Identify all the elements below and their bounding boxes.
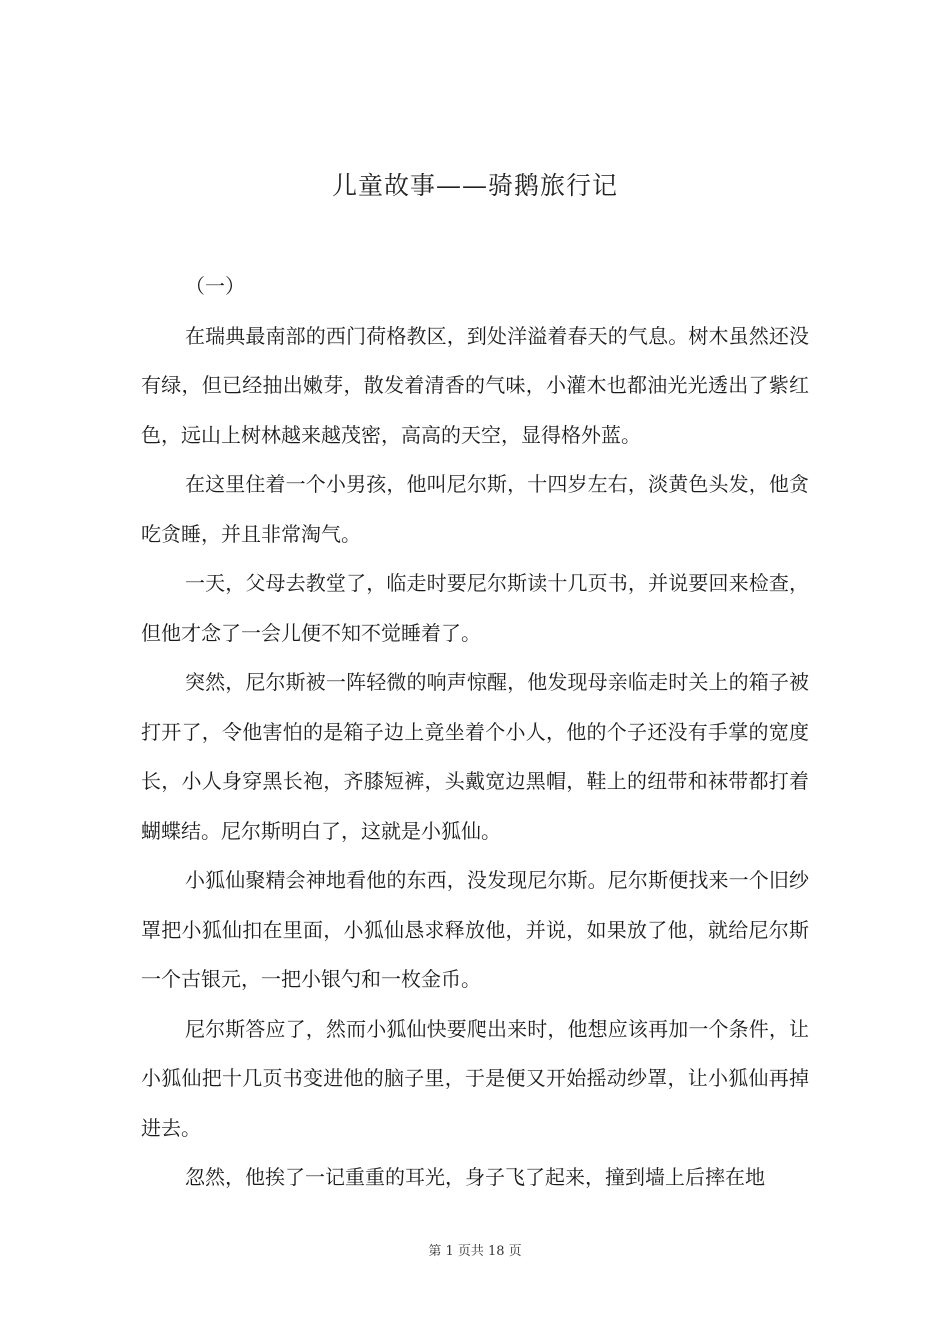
page-number-footer: 第 1 页共 18 页 bbox=[428, 1244, 522, 1259]
paragraph-1: 在瑞典最南部的西门荷格教区，到处洋溢着春天的气息。树木虽然还没有绿，但已经抽出嫩芽，散发着清香的气味，小灌木也都油光光透出了紫红色，远山上树林越来越茂密，高高的天空，显得格外蓝。 bbox=[141, 323, 809, 447]
document-body bbox=[141, 262, 809, 1203]
section-heading: （一） bbox=[185, 274, 245, 298]
paragraph-6: 尼尔斯答应了，然而小狐仙快要爬出来时，他想应该再加一个条件，让小狐仙把十几页书变进他的脑子里，于是便又开始摇动纱罩，让小狐仙再掉进去。 bbox=[141, 1016, 809, 1140]
paragraph-2: 在这里住着一个小男孩，他叫尼尔斯，十四岁左右，淡黄色头发，他贪吃贪睡，并且非常淘气。 bbox=[141, 472, 809, 546]
paragraph-4: 突然，尼尔斯被一阵轻微的响声惊醒，他发现母亲临走时关上的箱子被打开了，令他害怕的是箱子边上竟坐着个小人，他的个子还没有手掌的宽度长，小人身穿黑长袍，齐膝短裤，头戴宽边黑帽，鞋上的纽带和袜带都打着蝴蝶结。尼尔斯明白了，这就是小狐仙。 bbox=[141, 670, 809, 843]
paragraph-3: 一天，父母去教堂了，临走时要尼尔斯读十几页书，并说要回来检查，但他才念了一会儿便不知不觉睡着了。 bbox=[141, 571, 809, 645]
paragraph-5: 小狐仙聚精会神地看他的东西，没发现尼尔斯。尼尔斯便找来一个旧纱罩把小狐仙扣在里面，小狐仙恳求释放他，并说，如果放了他，就给尼尔斯一个古银元，一把小银勺和一枚金币。 bbox=[141, 868, 809, 991]
document-title: 儿童故事——骑鹅旅行记 bbox=[331, 171, 618, 200]
paragraph-7: 忽然，他挨了一记重重的耳光，身子飞了起来，撞到墙上后摔在地 bbox=[185, 1165, 765, 1189]
